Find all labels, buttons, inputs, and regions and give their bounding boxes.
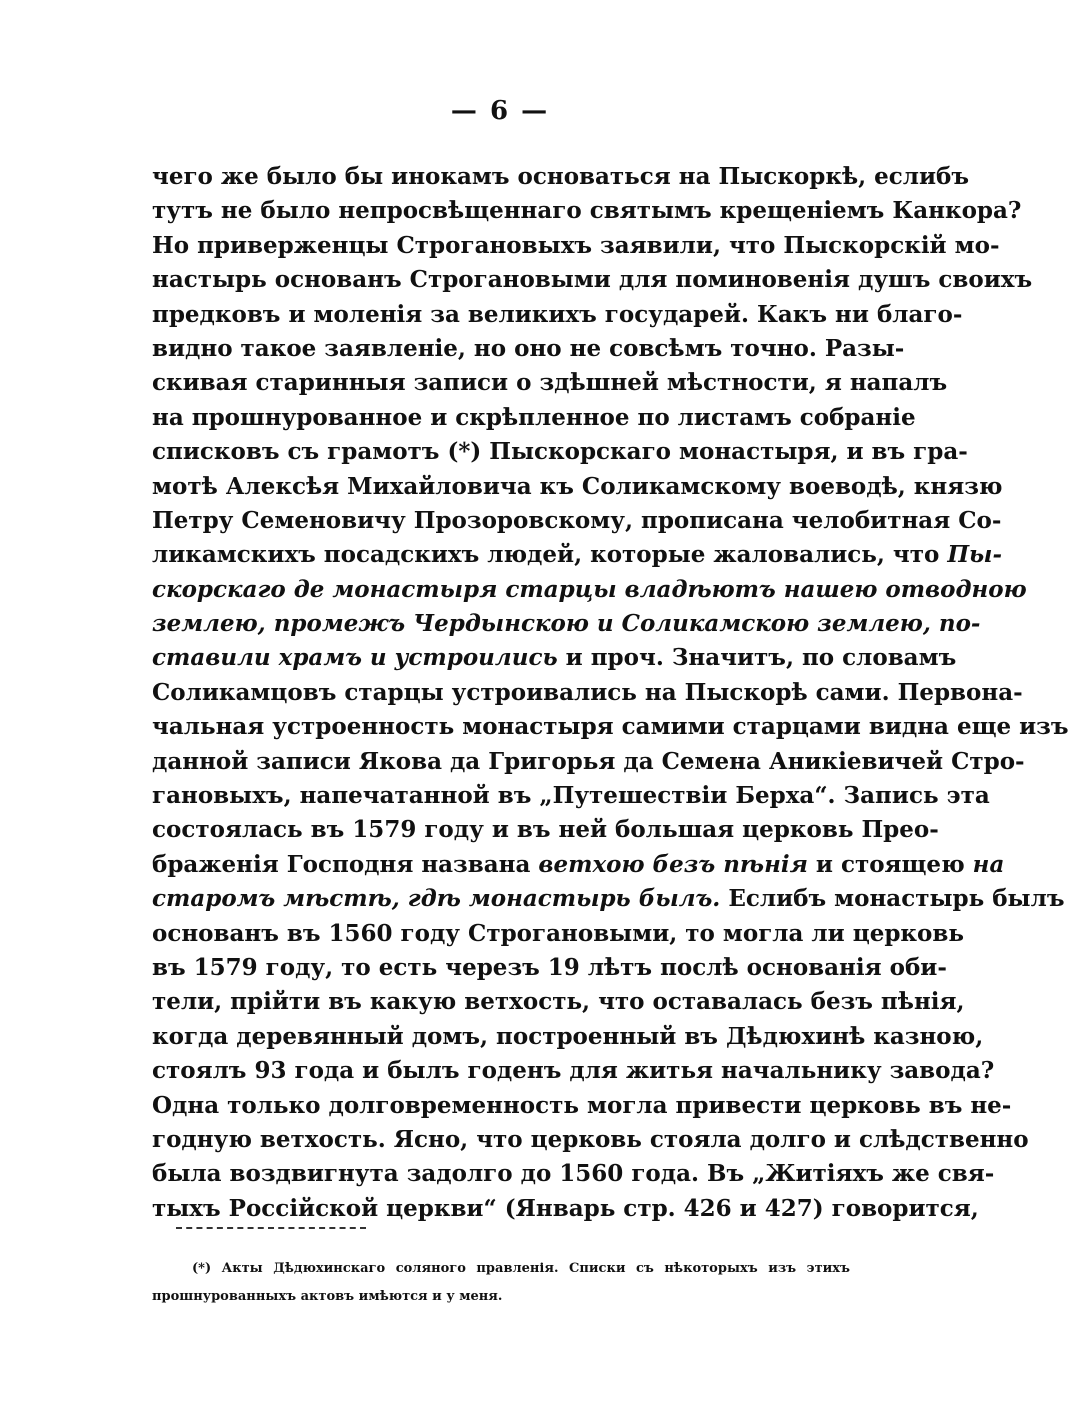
text-line [152, 641, 957, 675]
text-line: когда деревянный домъ, построенный въ Дѣдюхинѣ казною, [152, 1022, 984, 1050]
text-line: чего же было бы инокамъ основаться на Пыскоркѣ, еслибъ [152, 163, 970, 190]
text-line: списковъ съ грамотъ (*) Пыскорскаго монастыря, и въ гра- [152, 438, 968, 466]
text-line: тыхъ Россійской церкви“ (Январь стр. 426 и 427) говорится, [152, 1194, 979, 1222]
text-line: гановыхъ, напечатанной въ „Путешествіи Берха“. Запись эта [152, 782, 990, 810]
text-line: видно такое заявленіе, но оно не совсѣмъ точно. Разы- [152, 334, 905, 362]
text-line: Петру Семеновичу Прозоровскому, прописана челобитная Со- [152, 506, 1002, 534]
footnote-divider [176, 1227, 366, 1229]
page-number: — 6 — [450, 96, 550, 126]
text-line [152, 538, 1003, 572]
text-line: тели, прійти въ какую ветхость, что оставалась безъ пѣнія, [152, 988, 965, 1016]
text-line: предковъ и моленія за великихъ государей. Какъ ни благо- [152, 300, 963, 328]
text-segment: Еслибъ монастырь былъ [728, 885, 1065, 913]
text-line [152, 848, 1005, 882]
text-line: Соликамцовъ старцы устроивались на Пыскорѣ сами. Первона- [152, 678, 1023, 706]
text-line-italic: скорскаго де монастыря старцы владѣютъ нашею отводною [152, 575, 1027, 603]
text-line: основанъ въ 1560 году Строгановыми, то могла ли церковь [152, 919, 964, 947]
text-line: годную ветхость. Ясно, что церковь стояла долго и слѣдственно [152, 1125, 1029, 1153]
text-line: Одна только долговременность могла привести церковь въ не- [152, 1091, 1012, 1119]
italic-segment: старомъ мѣстѣ, гдѣ монастырь былъ. [152, 885, 721, 913]
footnote-line: прошнурованныхъ актовъ имѣются и у меня. [152, 1289, 503, 1304]
text-line: на прошнурованное и скрѣпленное по листамъ собраніе [152, 403, 916, 431]
text-segment: и стоящею [815, 850, 965, 878]
text-segment: ликамскихъ посадскихъ людей, которые жаловались, что [152, 541, 940, 569]
text-line: настырь основанъ Строгановыми для поминовенія душъ своихъ [152, 266, 1033, 294]
italic-segment: Пы- [947, 541, 1003, 569]
text-line: стоялъ 93 года и былъ годенъ для житья начальнику завода? [152, 1057, 995, 1085]
italic-segment: ставили храмъ и устроились [152, 644, 558, 672]
footnote-line: (*) Акты Дѣдюхинскаго соляного правленія. Списки съ нѣкоторыхъ изъ этихъ [192, 1261, 850, 1276]
text-line: Но приверженцы Строгановыхъ заявили, что Пыскорскій мо- [152, 231, 1000, 259]
text-line: скивая старинныя записи о здѣшней мѣстности, я напалъ [152, 369, 948, 397]
text-line: состоялась въ 1579 году и въ ней большая церковь Прео- [152, 816, 939, 844]
text-line [152, 882, 1065, 916]
text-line: была воздвигнута задолго до 1560 года. Въ „Житіяхъ же свя- [152, 1160, 995, 1188]
text-line: данной записи Якова да Григорья да Семена Аникіевичей Стро- [152, 747, 1025, 775]
italic-segment: на [972, 850, 1005, 878]
text-segment: браженія Господня названа [152, 850, 531, 878]
footnote [152, 1255, 850, 1311]
text-line: въ 1579 году, то есть черезъ 19 лѣтъ послѣ основанія оби- [152, 953, 947, 981]
text-line-italic: землею, промежъ Чердынскою и Соликамскою землею, по- [152, 610, 981, 638]
text-segment: и проч. Значитъ, по словамъ [565, 644, 957, 672]
text-line: тутъ не было непросвѣщеннаго святымъ крещеніемъ Канкора? [152, 197, 1022, 225]
main-text [152, 160, 1069, 1226]
text-line: чальная устроенность монастыря самими старцами видна еще изъ [152, 713, 1069, 741]
text-line: мотѣ Алексѣя Михайловича къ Соликамскому воеводѣ, князю [152, 472, 1003, 500]
italic-segment: ветхою безъ пѣнія [538, 850, 808, 878]
